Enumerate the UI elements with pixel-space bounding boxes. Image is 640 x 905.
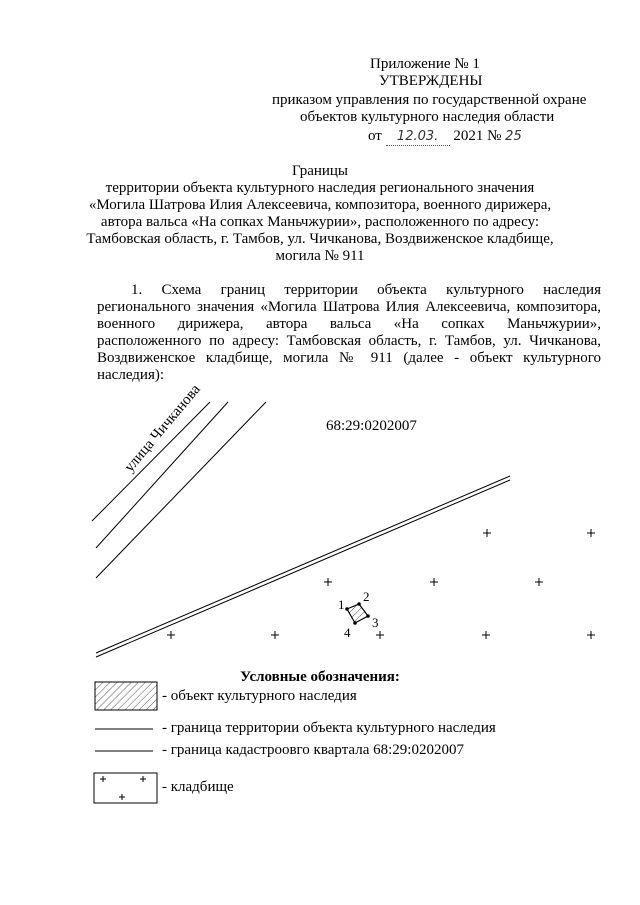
cemetery-cross (483, 529, 491, 537)
cemetery-cross (482, 631, 490, 639)
title-line-1: Границы (291, 163, 349, 179)
legend-object-swatch (95, 682, 157, 710)
boundary-point-2 (357, 602, 361, 606)
section1-line-3: военного дирижера, автора вальса «На сопках Маньчжурии», (97, 316, 601, 332)
street-chichkanova (92, 402, 266, 578)
order-line-2: объектов культурного наследия области (300, 109, 555, 125)
heritage-object-plot (345, 602, 370, 625)
handwritten-date: 12.03. (396, 129, 439, 144)
title-line-5: Тамбовская область, г. Тамбов, ул. Чичканова, Воздвиженское кладбище, (86, 231, 554, 247)
cadastral-number-label: 68:29:0202007 (326, 418, 417, 434)
legend-object-label: - объект культурного наследия (162, 688, 357, 704)
date-prefix: от (368, 128, 382, 144)
cemetery-cross (587, 631, 595, 639)
title-line-2: территории объекта культурного наследия регионального значения (105, 180, 535, 196)
cemetery-cross (430, 578, 438, 586)
cemetery-cross (271, 631, 279, 639)
order-line-1: приказом управления по государственной охране (272, 92, 587, 108)
cadastral-boundary-line (96, 476, 510, 657)
title-line-6: могила № 911 (275, 248, 365, 264)
section1-line-5: Воздвиженское кладбище, могила № 911 (далее - объект культурного (97, 350, 601, 366)
cemetery-cross (535, 578, 543, 586)
legend-cadastral-label: - граница кадастроовго квартала 68:29:0202007 (162, 742, 464, 758)
year-number: 2021 № (453, 128, 502, 144)
boundary-point-1 (345, 607, 349, 611)
point-label-1: 1 (338, 597, 345, 612)
street-label: улица Чичканова (121, 381, 204, 476)
legend-heading: Условные обозначения: (240, 669, 400, 685)
point-label-2: 2 (363, 589, 370, 604)
section1-line-6: наследия): (97, 367, 165, 383)
legend-territory-label: - граница территории объекта культурного наследия (162, 720, 496, 736)
cemetery-cross (587, 529, 595, 537)
title-line-3: «Могила Шатрова Илия Алексеевича, композитора, военного дирижера, (88, 197, 552, 213)
point-label-3: 3 (372, 615, 379, 630)
boundary-point-3 (366, 614, 370, 618)
point-label-4: 4 (344, 625, 351, 640)
handwritten-number: 25 (505, 129, 522, 144)
cemetery-markers (167, 529, 595, 639)
section1-line-1: 1. Схема границ территории объекта культурного наследия (131, 282, 601, 298)
title-line-4: автора вальса «На сопках Маньчжурии», расположенного по адресу: (100, 214, 540, 230)
legend-cemetery-label: - кладбище (162, 779, 234, 795)
cemetery-cross (167, 631, 175, 639)
section1-line-4: расположенного по адресу: Тамбовская область, г. Тамбов, ул. Чичканова, (97, 333, 601, 349)
cemetery-cross (324, 578, 332, 586)
appendix-label: Приложение № 1 (370, 56, 480, 72)
approved-label: УТВЕРЖДЕНЫ (379, 73, 483, 89)
cemetery-cross (376, 631, 384, 639)
section1-line-2: регионального значения «Могила Шатрова Илия Алексеевича, композитора, (97, 299, 601, 315)
boundary-point-4 (353, 621, 357, 625)
